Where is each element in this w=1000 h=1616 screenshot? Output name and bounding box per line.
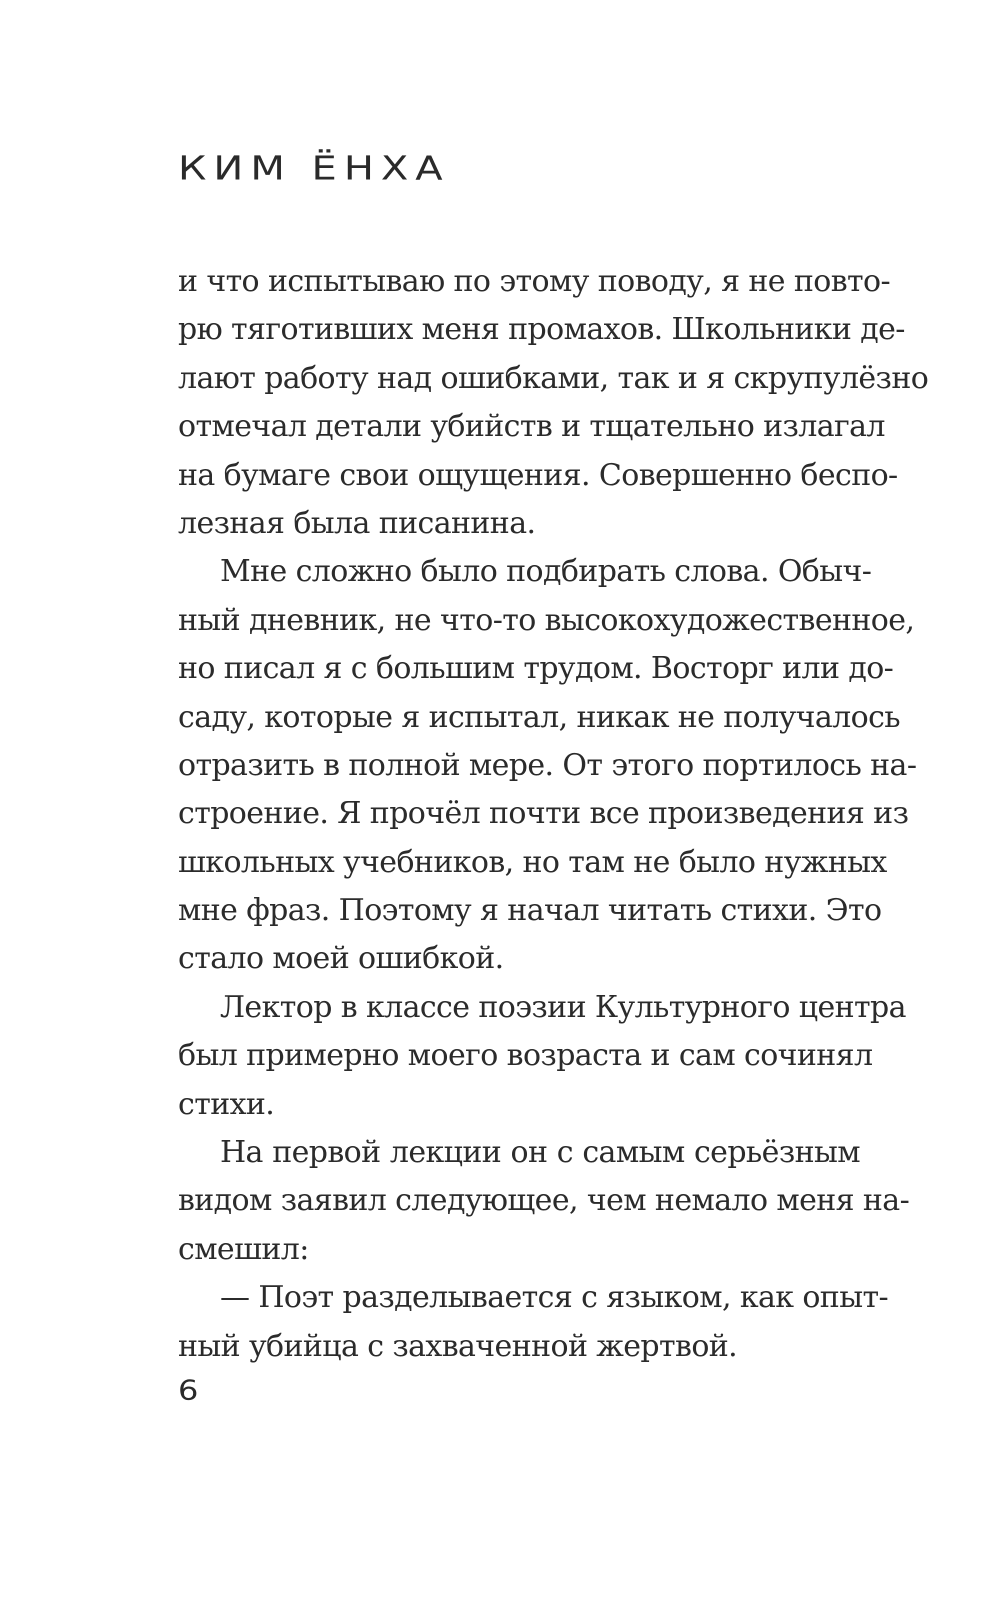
- paragraph: [178, 548, 917, 984]
- paragraph: [178, 984, 906, 1129]
- text-line: стихи.: [178, 1086, 275, 1122]
- text-line: На первой лекции он с самым серьёзным: [220, 1135, 860, 1171]
- text-line: видом заявил следующее, чем немало меня на-: [178, 1183, 910, 1219]
- text-line: но писал я с большим трудом. Восторг или до-: [178, 651, 894, 687]
- text-line: отразить в полной мере. От этого портилось на-: [178, 747, 917, 783]
- text-line: Лектор в классе поэзии Культурного центра: [220, 989, 906, 1025]
- text-line: школьных учебников, но там не было нужных: [178, 844, 887, 880]
- text-line: рю тяготивших меня промахов. Школьники де-: [178, 312, 905, 348]
- text-line: строение. Я прочёл почти все произведения из: [178, 796, 909, 832]
- text-line: — Поэт разделывается с языком, как опыт-: [220, 1280, 889, 1316]
- paragraph: [178, 1129, 910, 1274]
- text-line: отмечал детали убийств и тщательно излагал: [178, 409, 885, 445]
- text-line: Мне сложно было подбирать слова. Обыч-: [220, 554, 872, 590]
- text-line: ный убийца с захваченной жертвой.: [178, 1328, 738, 1364]
- text-line: смешил:: [178, 1231, 309, 1267]
- paragraph: [178, 258, 929, 548]
- page-number: 6: [178, 1374, 199, 1407]
- text-line: был примерно моего возраста и сам сочинял: [178, 1038, 873, 1074]
- text-line: мне фраз. Поэтому я начал читать стихи. Это: [178, 893, 882, 929]
- text-line: и что испытываю по этому поводу, я не повто-: [178, 264, 890, 299]
- paragraph-dialogue: [178, 1274, 889, 1371]
- text-line: саду, которые я испытал, никак не получалось: [178, 699, 901, 735]
- text-line: лезная была писанина.: [178, 505, 536, 541]
- body-text: [178, 258, 929, 1371]
- text-line: ный дневник, не что-то высокохудожественное,: [178, 602, 915, 638]
- text-line: стало моей ошибкой.: [178, 941, 504, 977]
- text-line: лают работу над ошибками, так и я скрупулёзно: [178, 360, 929, 396]
- text-line: на бумаге свои ощущения. Совершенно беспо-: [178, 457, 898, 493]
- running-head-author: КИМ ЁНХА: [178, 150, 450, 188]
